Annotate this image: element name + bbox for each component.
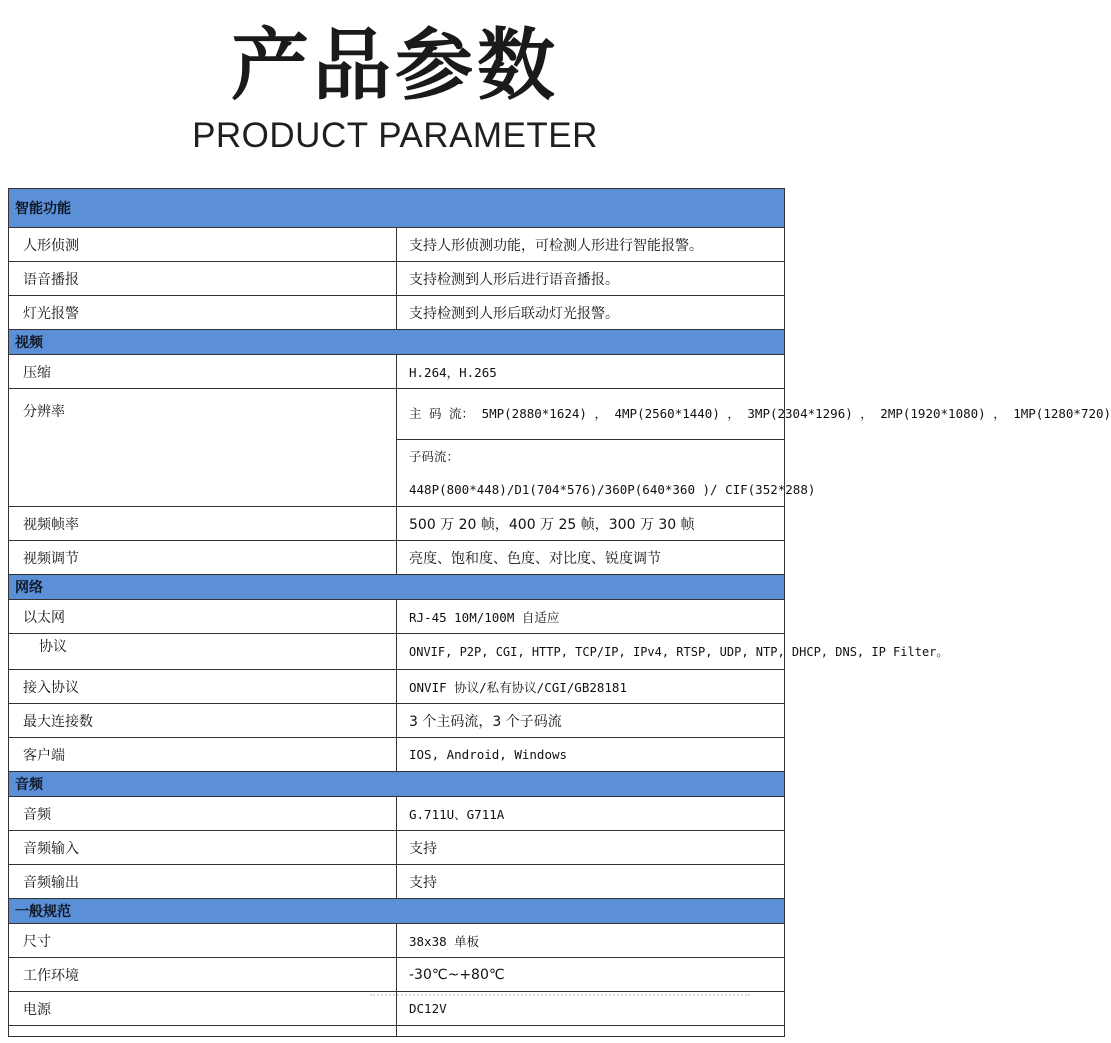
table-row: [9, 704, 785, 738]
param-value: 支持: [397, 865, 785, 899]
section-title: 网络: [9, 575, 785, 600]
param-label: 分辨率: [9, 389, 397, 507]
section-title: 音频: [9, 772, 785, 797]
param-label: 最大连接数: [9, 704, 397, 738]
param-label: 接入协议: [9, 670, 397, 704]
param-value: RJ-45 10M/100M 自适应: [397, 600, 785, 634]
param-label: 音频: [9, 797, 397, 831]
table-row: [9, 1026, 785, 1037]
param-value: IOS, Android, Windows: [397, 738, 785, 772]
watermark-strip: [370, 994, 750, 1002]
param-value: 亮度、饱和度、色度、对比度、锐度调节: [397, 541, 785, 575]
param-label: 语音播报: [9, 262, 397, 296]
param-label: 人形侦测: [9, 228, 397, 262]
param-label: 电源: [9, 992, 397, 1026]
section-header-audio: [9, 772, 785, 797]
param-label: 工作环境: [9, 958, 397, 992]
param-label: 协议: [9, 634, 397, 670]
table-row: [9, 924, 785, 958]
param-label: 客户端: [9, 738, 397, 772]
table-row: [9, 389, 785, 440]
table-row: [9, 670, 785, 704]
page-title: 产品参数: [230, 21, 559, 111]
param-value: 支持人形侦测功能，可检测人形进行智能报警。: [397, 228, 785, 262]
table-row: [9, 507, 785, 541]
param-value: 38x38 单板: [397, 924, 785, 958]
param-value: G.711U、G711A: [397, 797, 785, 831]
param-value: H.264，H.265: [397, 355, 785, 389]
section-header-general: [9, 899, 785, 924]
section-header-smart: [9, 189, 785, 228]
param-value: ONVIF 协议/私有协议/CGI/GB28181: [397, 670, 785, 704]
param-value: 支持: [397, 831, 785, 865]
section-header-video: [9, 330, 785, 355]
param-label: 音频输出: [9, 865, 397, 899]
param-label: 灯光报警: [9, 296, 397, 330]
table-row: [9, 797, 785, 831]
param-value: ONVIF, P2P, CGI, HTTP, TCP/IP, IPv4, RTSP, UDP, NTP, DHCP, DNS, IP Filter。: [397, 634, 785, 670]
param-label: 音频输入: [9, 831, 397, 865]
sub-stream-title: 子码流：: [409, 449, 460, 464]
section-header-network: [9, 575, 785, 600]
section-title: 一般规范: [9, 899, 785, 924]
resolution-main-stream: 主 码 流： 5MP(2880*1624) ， 4MP(2560*1440) ， 3MP(2304*1296) ， 2MP(1920*1080) ， 1MP(1280*720): [397, 389, 785, 440]
param-label: 视频帧率: [9, 507, 397, 541]
param-value: 支持检测到人形后进行语音播报。: [397, 262, 785, 296]
param-value: [397, 1026, 785, 1037]
param-label: 视频调节: [9, 541, 397, 575]
param-value: 支持检测到人形后联动灯光报警。: [397, 296, 785, 330]
param-value: -30℃~+80℃: [397, 958, 785, 992]
table-row: [9, 738, 785, 772]
param-value: 3 个主码流，3 个子码流: [397, 704, 785, 738]
table-row: [9, 634, 785, 670]
sub-stream-value: 448P(800*448)/D1(704*576)/360P(640*360 )/ CIF(352*288): [409, 482, 816, 497]
table-row: [9, 228, 785, 262]
spec-table: [8, 188, 1111, 1037]
table-row: [9, 865, 785, 899]
param-label: 尺寸: [9, 924, 397, 958]
table-row: [9, 958, 785, 992]
section-title: 智能功能: [9, 189, 785, 228]
param-value: 500 万 20 帧，400 万 25 帧，300 万 30 帧: [397, 507, 785, 541]
page-subtitle: PRODUCT PARAMETER: [192, 116, 598, 155]
table-row: [9, 600, 785, 634]
section-title: 视频: [9, 330, 785, 355]
table-row: [9, 541, 785, 575]
param-label: 压缩: [9, 355, 397, 389]
param-label: 以太网: [9, 600, 397, 634]
resolution-sub-stream: [397, 440, 816, 507]
table-row: [9, 831, 785, 865]
table-row: [9, 296, 785, 330]
param-value: DC12V: [397, 992, 785, 1026]
param-label: [9, 1026, 397, 1037]
table-row: [9, 355, 785, 389]
table-row: [9, 262, 785, 296]
